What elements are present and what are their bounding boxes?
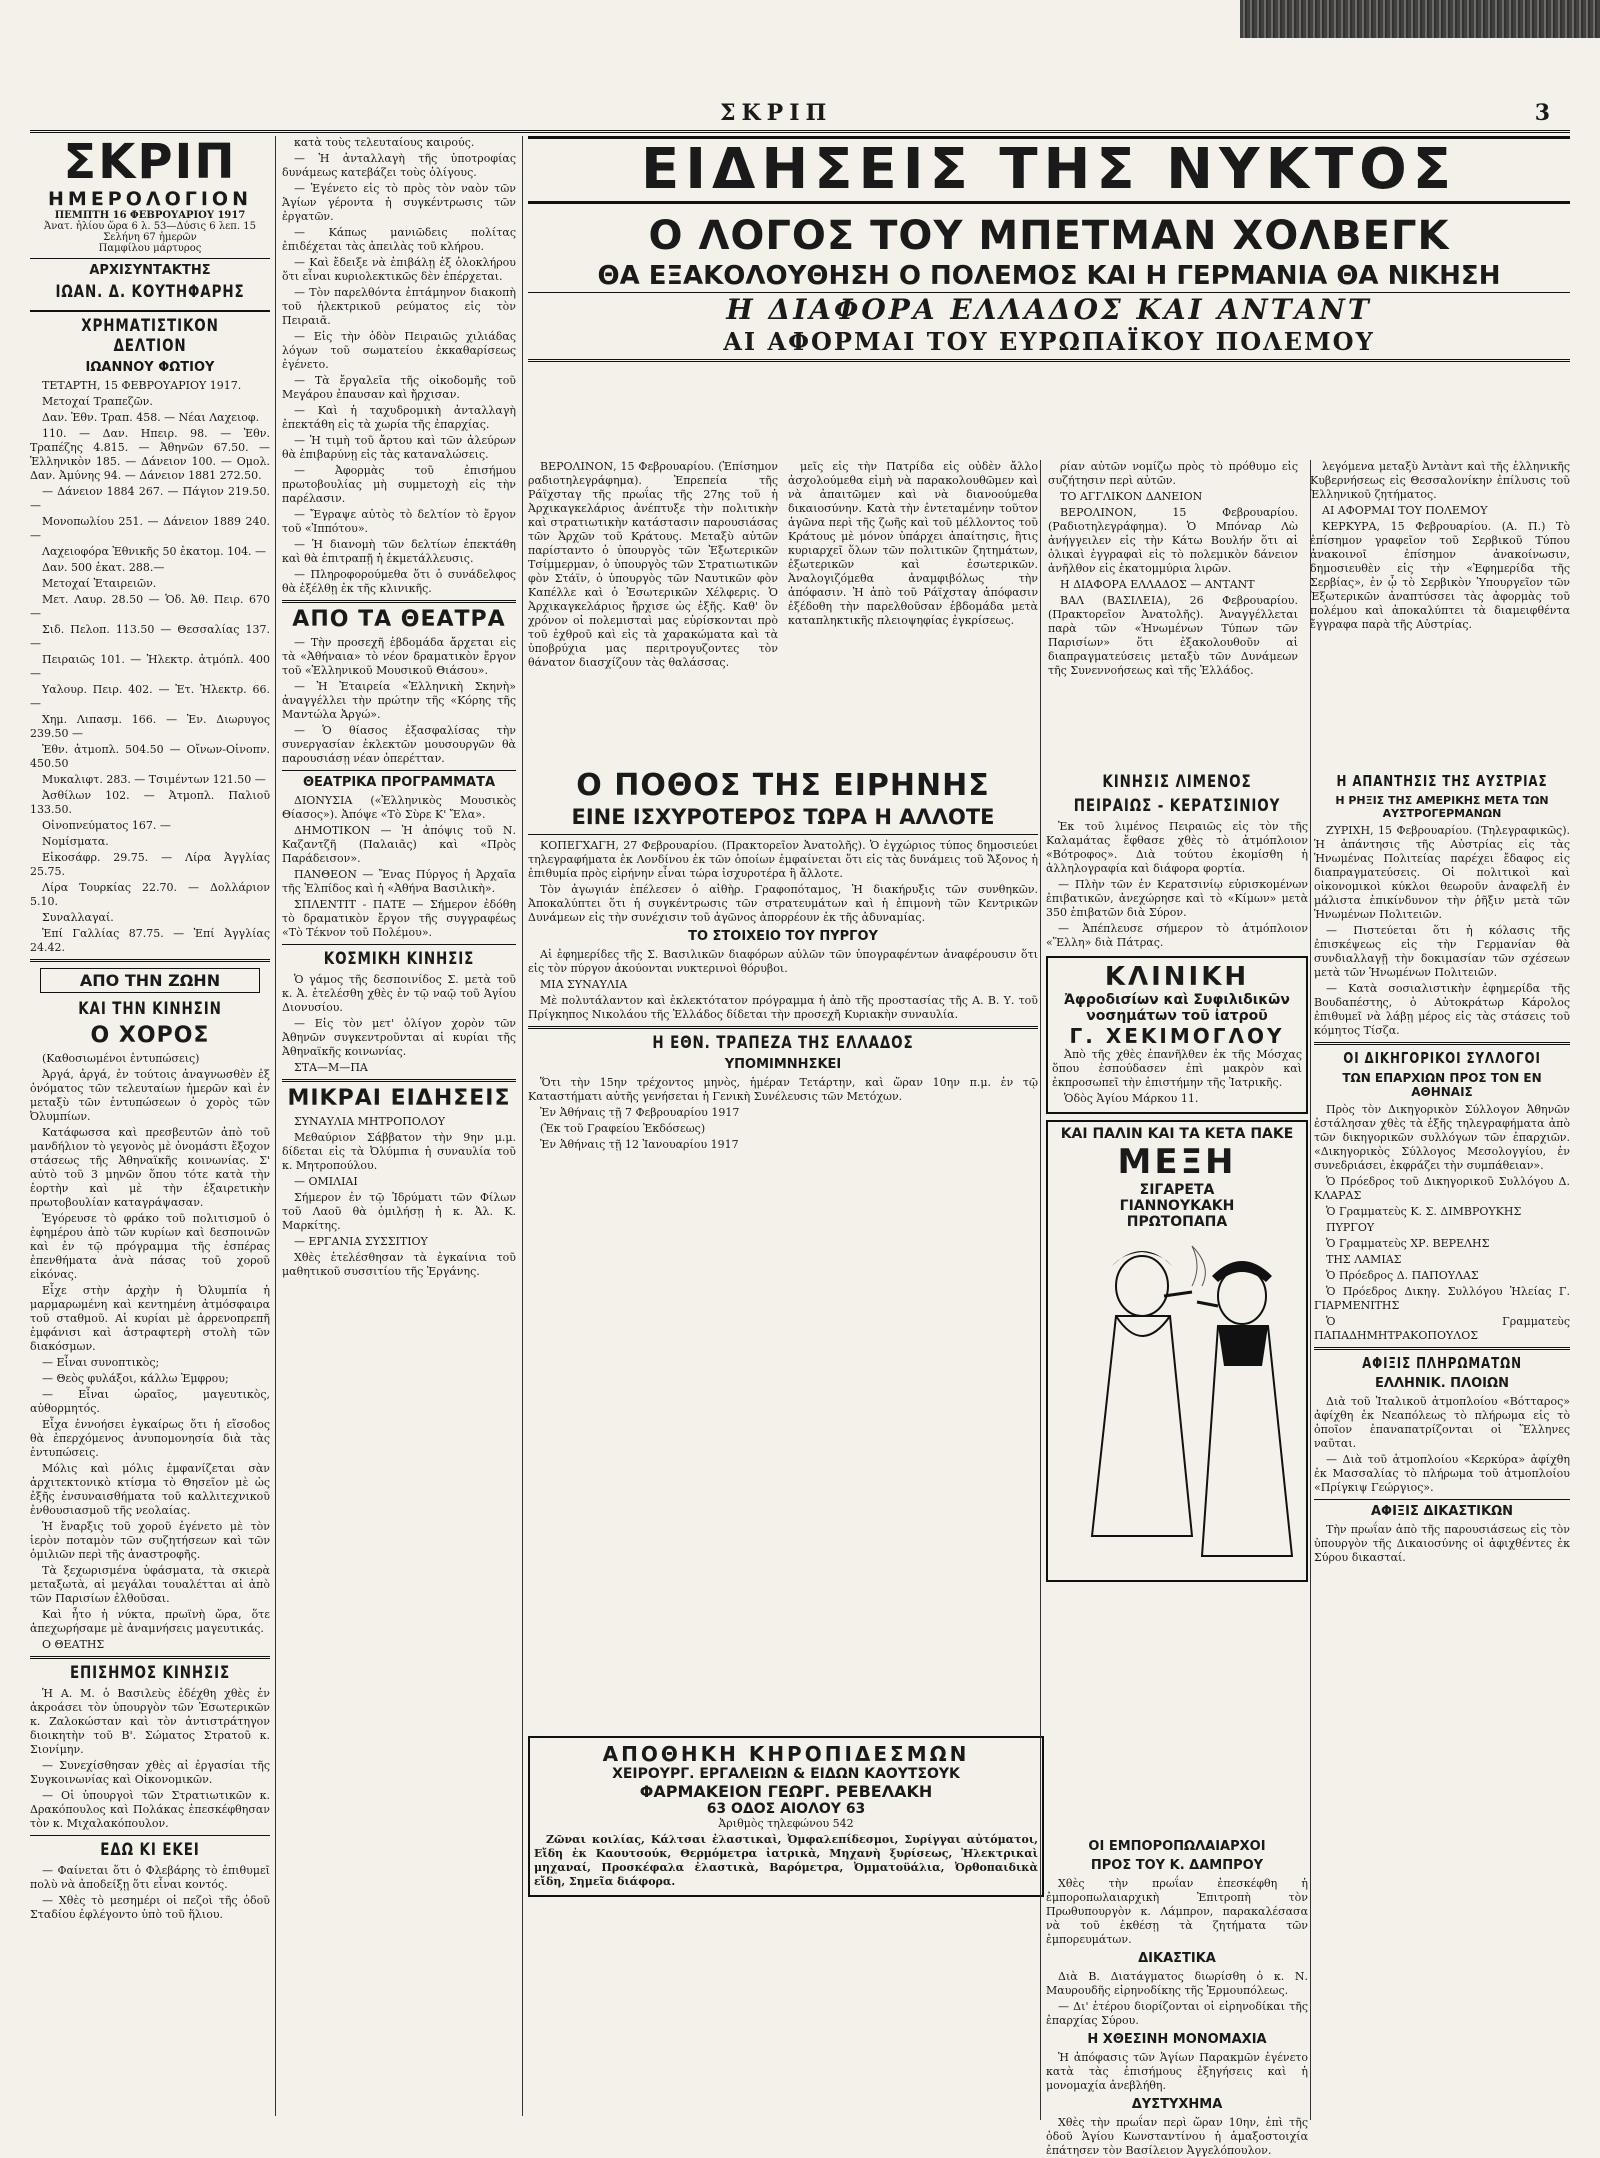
night-news-block [528, 136, 1570, 362]
court-arrivals-article [1314, 1523, 1570, 1565]
text-paragraph: Μετοχαί Τραπεζῶν. [42, 395, 153, 408]
merchants-article [1046, 1877, 1308, 1947]
masthead-subtitle: ΗΜΕΡΟΛΟΓΙΟΝ [48, 188, 252, 210]
dance-article [30, 1052, 270, 1652]
text-paragraph: — Ἀπέπλευσε σήμερον τὸ ἀτμόπλοιον «Ἕλλη» διὰ Πάτρας. [1046, 922, 1308, 949]
text-paragraph: Ἡ ἀπόφασις τῶν Ἁγίων Παρακμῶν ἐγένετο κατὰ τὰς ἐπισήμους ἐξηγήσεις καὶ ἡ μονομαχία ἀνεβλήθη. [1046, 2051, 1308, 2092]
newspaper-page [30, 40, 1570, 2157]
official-heading: ΕΠΙΣΗΜΟΣ ΚΙΝΗΣΙΣ [69, 1663, 231, 1683]
text-paragraph: ΖΥΡΙΧΗ, 15 Φεβρουαρίου. (Τηλεγραφικῶς). Ἡ ἀπάντησις τῆς Αὐστρίας εἰς τὰς Ἡνωμένας Πολιτείας παρέχει ἔδαφος εἰς διαπραγματεύσεις. Οἱ πολιτικοὶ καὶ οἰκονομικοὶ κύκλοι θεωροῦν ἀναφελῆ ἐν μάλιστα ἐπικίνδυνον τὴν ῥῆξιν μετὰ τῶν Ἡνωμένων Πολιτειῶν. [1314, 824, 1570, 921]
text-paragraph: Χθὲς ἐτελέσθησαν τὰ ἐγκαίνια τοῦ μαθητικοῦ συσσιτίου τῆς Ἐργάνης. [282, 1251, 516, 1278]
text-paragraph: Ὁ Γραμματεὺς ΧΡ. ΒΕΡΕΛΗΣ [1326, 1237, 1490, 1250]
text-paragraph: ΔΗΜΟΤΙΚΟΝ — Ἡ ἀπόψις τοῦ Ν. Καζαντζῆ (Παλαιᾶς) καὶ «Πρὸς Παράδεισον». [282, 824, 516, 865]
text-paragraph: Ὁ Πρόεδρος Δ. ΠΑΠΟΥΛΑΣ [1326, 1269, 1479, 1282]
column-1 [30, 136, 270, 2116]
text-paragraph: Ὁ γάμος τῆς δεσποινίδος Σ. μετὰ τοῦ κ. Ἀ. ἐτελέσθη χθὲς ἐν τῷ ναῷ τοῦ Ἁγίου Διονυσίου. [282, 973, 516, 1014]
cigarette-maker: ΓΙΑΝΝΟΥΚΑΚΗ [1119, 1198, 1235, 1214]
bank-heading: Η ΕΘΝ. ΤΡΑΠΕΖΑ ΤΗΣ ΕΛΛΑΔΟΣ [652, 1033, 914, 1053]
page-number: 3 [1534, 100, 1550, 126]
text-paragraph: Ὅτι τὴν 15ην τρέχοντος μηνὸς, ἡμέραν Τετάρτην, καὶ ὥραν 10ην π.μ. ἐν τῷ Καταστήματι αὐτῆς γενήσεται ἡ Γενικὴ Συνέλευσις τῶν Μετόχων. [528, 1076, 1038, 1103]
text-paragraph: — Φαίνεται ὅτι ὁ Φλεβάρης τὸ ἐπιθυμεῖ πολὺ νὰ ἀποδείξῃ ὅτι εἶναι κοντός. [30, 1864, 270, 1891]
text-paragraph: Εἶχε στὴν ἀρχὴν ἡ Ὀλυμπία ἡ μαρμαρωμένη καὶ κεντημένη ἀτμόσφαιρα τοῦ σταθμοῦ. Αἱ κυρίαι μὲ ἀρρενοπρεπῆ ἐμφάνισι καὶ ἀστραφτερὴ στολὴ τῶν διακόσμων. [30, 1284, 270, 1353]
text-paragraph: Διὰ τοῦ Ἰταλικοῦ ἀτμοπλοίου «Βότταρος» ἀφίχθη ἐκ Νεαπόλεως τὸ πλήρωμα εἰς τὸ ὁποῖον ἐπαναπατρίζονται οἱ Ἕλληνες ναῦται. [1314, 1395, 1570, 1450]
world-heading: ΚΟΣΜΙΚΗ ΚΙΝΗΣΙΣ [323, 949, 475, 969]
text-paragraph: — Εἰς τὴν ὁδὸν Πειραιῶς χιλιάδας λόγων τοῦ σωματείου ἐκκαθαρίσεως ἐγένετο. [282, 330, 516, 371]
text-paragraph: — Χθὲς τὸ μεσημέρι οἱ πεζοὶ τῆς ὁδοῦ Σταδίου ἐφλέγοντο ὑπὸ τοῦ ἥλιου. [30, 1894, 270, 1921]
clinic-name: Γ. ΧΕΚΙΜΟΓΛΟΥ [1069, 1024, 1285, 1048]
editor-name: ΙΩΑΝ. Δ. ΚΟΥΤΗΦΑΡΗΣ [55, 282, 245, 302]
financial-bulletin [30, 379, 270, 955]
store-name: ΦΑΡΜΑΚΕΙΟΝ ΓΕΩΡΓ. ΡΕΒΕΛΑΚΗ [639, 1782, 933, 1801]
column-rule [522, 136, 523, 2116]
text-paragraph: — Καὶ ἔδειξε νὰ ἐπιβάλῃ ἐξ ὁλοκλήρου ὅτι εἶναι κυριολεκτικῶς δὲν ἐπέρχεται. [282, 256, 516, 283]
text-paragraph: Συναλλαγαί. [42, 911, 114, 924]
text-paragraph: — Εἶναι συνοπτικὸς; [42, 1356, 160, 1369]
text-paragraph: — Κατὰ σοσιαλιστικὴν ἐφημερίδα τῆς Βουδαπέστης, ὁ Αὐτοκράτωρ Κάρολος ἐπιθυμεῖ νὰ λάβῃ μέρος εἰς τὰς στάσεις τοῦ κόμητος Τίσζα. [1314, 982, 1570, 1037]
text-paragraph: κατὰ τοὺς τελευταίους καιρούς. [294, 136, 475, 149]
text-paragraph: — ΟΜΙΛΙΑΙ [294, 1175, 358, 1188]
port-article [1046, 820, 1308, 950]
text-paragraph: Μὲ πολυτάλαντον καὶ ἐκλεκτότατον πρόγραμμα ἡ ἀπὸ τῆς προστασίας τῆς Α. Β. Υ. τοῦ Πρίγκηπος Νικολάου τῆς Ἑλλάδος δίδεται τὴν προσεχῆ Κυριακὴν συναυλία. [528, 994, 1038, 1021]
column-2-top-article [282, 136, 516, 596]
text-paragraph: Μυκαλιφτ. 283. — Τσιμέντων 121.50 — [42, 773, 266, 786]
text-paragraph: Ἐν Ἀθήναις τῇ 12 Ἰανουαρίου 1917 [540, 1138, 739, 1151]
text-paragraph: — Τὰ ἔργαλεῖα τῆς οἰκοδομῆς τοῦ Μεγάρου ἐπαυσαν καὶ ἤρχισαν. [282, 374, 516, 401]
accident-article [1046, 2116, 1308, 2158]
text-paragraph: Ἐθν. ἀτμοπλ. 504.50 — Οἴνων-Οἰνοπν. 450.50 [30, 743, 270, 770]
text-paragraph: Εἶχα ἐννοήσει ἐγκαίρως ὅτι ἡ εἴσοδος θὰ ἐπερχόμενος ἀνυπομονησία διὰ τὰς ἐντυπώσεις. [30, 1418, 270, 1459]
text-paragraph: ΒΕΡΟΛΙΝΟΝ, 15 Φεβρουαρίου. (Ραδιοτηλεγράφημα). Ὁ Μπόναρ Λὼ ἀνήγγειλεν εἰς τὴν Κάτω Βουλήν ὅτι αἱ ὁλικαὶ ἐγγραφαὶ εἰς τὸ πολεμικὸν δάνειον ἀνῆλθον εἰς ἑκατομμύρια λιρῶν. [1048, 506, 1298, 575]
clinic-subheading: Ἀφροδισίων καὶ Συφιλιδικῶν νοσημάτων τοῦ ἰατροῦ [1064, 992, 1290, 1024]
merchants-subheading: ΠΡΟΣ ΤΟΥ Κ. ΔΑΜΠΡΟΥ [1090, 1858, 1264, 1873]
pharmacy-ad [528, 1736, 1044, 1897]
text-paragraph: Λίρα Τουρκίας 22.70. — Δολλάριον 5.10. [30, 881, 270, 908]
text-paragraph: ρίαν αὐτῶν νομίζω πρὸς τὸ πρόθυμο εἰς συζήτησιν περὶ αὐτῶν. [1048, 460, 1298, 487]
here-there-heading: ΕΔΩ ΚΙ ΕΚΕΙ [100, 1840, 200, 1860]
peace-article [528, 839, 1038, 925]
text-paragraph: — Εἶναι ὡραῖος, μαγευτικὸς, αὐθορμητός. [30, 1388, 270, 1415]
text-paragraph: Τὴν πρωΐαν ἀπὸ τῆς παρουσιάσεως εἰς τὸν ὑπουργὸν τῆς Δικαιοσύνης οἱ ἀφιχθέντες ἐκ Σύρου δικασταί. [1314, 1523, 1570, 1564]
text-paragraph: ΤΟ ΑΓΓΛΙΚΟΝ ΔΑΝΕΙΟΝ [1060, 490, 1203, 503]
text-paragraph: ΚΟΠΕΓΧΑΓΗ, 27 Φεβρουαρίου. (Πρακτορεῖον Ἀνατολῆς). Ὁ ἐγχώριος τύπος δημοσιεύει τηλεγραφήματα ἐκ Λονδίνου ἐκ τῶν ὁποίων ἐμφαίνεται ὅτι εἰς τὰς δυνάμεις τοῦ Ἄξονος ἡ ἐπιθυμία πρὸς εἰρήνην εἶναι τώρα ἰσχυροτέρα ἢ ἄλλοτε. [528, 839, 1038, 880]
text-paragraph: — Ἡ διανομὴ τῶν δελτίων ἐπεκτάθη καὶ θὰ ἐπιτραπῇ ἡ ἐκμετάλλευσις. [282, 538, 516, 565]
text-paragraph: Ο ΘΕΑΤΗΣ [42, 1638, 105, 1651]
text-paragraph: Δαν. Ἐθν. Τραπ. 458. — Νέαι Λαχειοφ. [42, 411, 260, 424]
store-product-list [534, 1833, 1038, 1889]
text-paragraph: ΠΑΝΘΕΟΝ — Ἔνας Πύργος ἡ Ἀρχαῖα τῆς Ἐλπίδος καὶ ἡ «Ἀθήνα Βασιλικὴ». [282, 868, 516, 895]
austria-subheading: Η ΡΗΞΙΣ ΤΗΣ ΑΜΕΡΙΚΗΣ ΜΕΤΑ ΤΩΝ ΑΥΣΤΡΟΓΕΡΜΑΝΩΝ [1335, 794, 1549, 820]
ships-subheading: ΕΛΛΗΝΙΚ. ΠΛΟΙΩΝ [1375, 1376, 1509, 1391]
text-paragraph: — Θεὸς φυλάξοι, κάλλω Ἐμφρου; [42, 1372, 229, 1385]
text-paragraph: Ζῶναι κοιλίας, Κάλτσαι ἐλαστικαὶ, Ὀμφαλεπίδεσμοι, Συρίγγαι αὐτόματοι, Εἴδη ἐκ Καουτσούκ, Θερμόμετρα ἰατρικὰ, Μηχανὴ ξυρίσεως, Ἠλεκτρικαὶ μηχαναί, Προσκέφαλα ἐλαστικὰ, Βαρόμετρα, Ὀμματοϋάλια, Ὀρθοπαιδικὰ εἴδη, Σημεῖα διάφορα. [534, 1833, 1038, 1888]
duel-heading: Η ΧΘΕΣΙΝΗ ΜΟΝΟΜΑΧΙΑ [1087, 2032, 1267, 2047]
text-paragraph: λεγόμενα μεταξὺ Ἀντὰντ καὶ τῆς ἑλληνικῆς Κυβερνήσεως εἰς Θεσσαλονίκην ἐπίλυσις τοῦ Ἑλληνικοῦ ζητήματος. [1310, 460, 1570, 501]
masthead-title: ΣΚΡΙΠ [63, 134, 237, 190]
pharmacy-ad-block [528, 1730, 1044, 2030]
causes-heading: ΑΙ ΑΦΟΡΜΑΙ ΤΟΥ ΕΥΡΩΠΑΪΚΟΥ ΠΟΛΕΜΟΥ [528, 327, 1570, 362]
austria-article [1314, 824, 1570, 1038]
life-section-box: ΑΠΟ ΤΗΝ ΖΩΗΝ [40, 968, 260, 993]
text-paragraph: Κατάφωσσα καὶ πρεσβευτῶν ἀπὸ τοῦ μανδήλιον τὸ γεγονὸς μὲ ὀνομάστι ἔξοχον στάσεως τῆς Ἀθηναϊκῆς κοινωνίας. Σ' αὐτὸ τοῦ 3 μηνῶν ὅπου τότε κατὰ τὴν ἑορτὴν καὶ μὲ τὴν ἐξαιρετικὴν πρωτοβουλίαν καταγράψασαν. [30, 1126, 270, 1209]
text-paragraph: Ὁδὸς Ἁγίου Μάρκου 11. [1064, 1092, 1199, 1105]
tower-heading: ΤΟ ΣΤΟΙΧΕΙΟ ΤΟΥ ΠΥΡΓΟΥ [688, 929, 878, 944]
text-paragraph: Ἀπὸ τῆς χθὲς ἐπανῆλθεν ἐκ τῆς Μόσχας ὅπου ἐσπούδασεν ἐπὶ μακρὸν καὶ ἐκπροσωπεῖ τὴν ἐπιστήμην τῆς Ἰατρικῆς. [1052, 1048, 1302, 1089]
text-paragraph: Πειραιῶς 101. — Ἠλεκτρ. ἀτμόπλ. 400 — [30, 653, 270, 680]
port-clinic-block [1046, 768, 1308, 1828]
text-paragraph: Λαχειοφόρα Ἐθνικῆς 50 ἑκατομ. 104. — [42, 545, 267, 558]
official-article [30, 1687, 270, 1831]
text-paragraph: — Τὸν παρελθόντα ἐπτάμηνον διακοπὴ τοῦ ἠλεκτρικοῦ ρεύματος εἰς τὸν Πειραιᾶ. [282, 286, 516, 327]
text-paragraph: 110. — Δαν. Ηπειρ. 98. — Ἐθν. Τραπέζης 4.815. — Ἀθηνῶν 67.50. — Ἑλληνικὸν 185. — Δάνειον 100. — Ομολ. Δαν. Ἀμύνης 94. — Δάνειον 1881 272.50. [30, 427, 270, 482]
clinic-heading: ΚΛΙΝΙΚΗ [1104, 962, 1250, 992]
text-paragraph: Σιδ. Πελοπ. 113.50 — Θεσσαλίας 137. — [30, 623, 270, 650]
masthead-info: Σελήνη 67 ἡμερῶν [103, 232, 197, 243]
text-paragraph: — Πληροφορούμεθα ὅτι ὁ συνάδελφος θὰ ἐξέλθῃ ἐκ τῆς κλινικῆς. [282, 568, 516, 595]
speech-column-b [788, 460, 1038, 760]
merchants-heading: ΟΙ ΕΜΠΟΡΟΠΩΛΑΙΑΡΧΟΙ [1088, 1839, 1266, 1854]
lower-center-block [1046, 1835, 1308, 2157]
speech-column-a [528, 460, 778, 760]
masthead-date: ΠΕΜΠΤΗ 16 ΦΕΒΡΟΥΑΡΙΟΥ 1917 [54, 210, 246, 221]
text-paragraph: Χθὲς τὴν πρωΐαν περὶ ὥραν 10ην, ἐπὶ τῆς ὁδοῦ Ἁγίου Κωνσταντίνου ἡ ἁμαξοστοιχία ἐπάτησεν τὸν Βασίλειον Ἀγγελόπουλον. [1046, 2116, 1308, 2157]
editor-title: ΑΡΧΙΣΥΝΤΑΚΤΗΣ [89, 263, 211, 278]
theatre-heading: ΑΠΟ ΤΑ ΘΕΑΤΡΑ [292, 607, 506, 632]
masthead [30, 136, 270, 312]
text-paragraph: Διὰ Β. Διατάγματος διωρίσθη ὁ κ. Ν. Μαυρουδῆς εἰρηνοδίκης τῆς Ἑρμουπόλεως. [1046, 1970, 1308, 1997]
cigarette-ad-top: ΚΑΙ ΠΑΛΙΝ ΚΑΙ ΤΑ ΚΕΤΑ ΠΑΚΕ [1060, 1126, 1294, 1142]
smoking-couple-illustration [1052, 1236, 1332, 1566]
court-arrivals-heading: ΑΦΙΞΙΣ ΔΙΚΑΣΤΙΚΩΝ [1370, 1504, 1514, 1519]
text-paragraph: Σήμερον ἐν τῷ Ἱδρύματι τῶν Φίλων τοῦ Λαοῦ θὰ ὁμιλήσῃ ἡ κ. Ἀλ. Κ. Μαρκίτης. [282, 1191, 516, 1232]
text-paragraph: Μετ. Λαυρ. 28.50 — Ὁδ. Ἀθ. Πειρ. 670 — [30, 593, 270, 620]
text-paragraph: ΣΤΑ—Μ—ΠΑ [294, 1061, 368, 1074]
cigarette-ad [1046, 1120, 1308, 1582]
tower-article [528, 948, 1038, 1022]
text-paragraph: ΣΥΝΑΥΛΙΑ ΜΗΤΡΟΠΟΛΟΥ [294, 1115, 446, 1128]
store-phone: Ἀριθμὸς τηλεφώνου 542 [718, 1817, 854, 1830]
text-paragraph: — Δάνειον 1884 267. — Πάγιον 219.50. — [30, 485, 270, 512]
text-paragraph: — Πιστεύεται ὅτι ἡ κόλασις τῆς ἐπισκέψεως εἰς τὴν Γερμανίαν θὰ συνδιαλλαγῇ τὴν δοκιμασίαν τῶν σχέσεων μετὰ τῶν Ἡνωμένων Πολιτειῶν. [1314, 924, 1570, 979]
text-paragraph: Ὁ Πρόεδρος Δικηγ. Συλλόγου Ἠλείας Γ. ΓΙΑΡΜΕΝΙΤΗΣ [1314, 1285, 1570, 1312]
here-there-article [30, 1864, 270, 1922]
text-paragraph: Ὁ Γραμματεὺς ΠΑΠΑΔΗΜΗΤΡΑΚΟΠΟΥΛΟΣ [1314, 1315, 1570, 1342]
war-subheading: ΘΑ ΕΞΑΚΟΛΟΥΘΗΣΗ Ο ΠΟΛΕΜΟΣ ΚΑΙ Η ΓΕΡΜΑΝΙΑ ΘΑ ΝΙΚΗΣΗ [528, 260, 1570, 293]
text-paragraph: — Ὁ θίασος ἐξασφαλίσας τὴν συνεργασίαν ἐκλεκτῶν μουσουργῶν θὰ παρουσιάσῃ νέαν ὀπερέτταν. [282, 724, 516, 765]
peace-heading: Ο ΠΟΘΟΣ ΤΗΣ ΕΙΡΗΝΗΣ [576, 768, 990, 803]
lawyers-article [1314, 1103, 1570, 1343]
life-section-heading: ΚΑΙ ΤΗΝ ΚΙΝΗΣΙΝ [78, 999, 222, 1019]
text-paragraph: Τὸν ἀγωγιάν ἐπέλεσεν ὁ αἰθὴρ. Γραφοπόταμος, Ἡ διακήρυξις τῶν συνθηκῶν. Ἀποκαλύπτει ὅτι ἡ συγκέντρωσις τῶν στρατευμάτων καὶ ἡ ἐπιμονὴ τῶν Κεντρικῶν Δυνάμεων εἰς τὴν συνέχισιν τοῦ ἀγῶνος ἀπορρέουν ἐκ τῆς ἀδυναμίας. [528, 883, 1038, 924]
text-paragraph: ΜΙΑ ΣΥΝΑΥΛΙΑ [540, 978, 628, 991]
bank-notice [528, 1076, 1038, 1152]
financial-heading: ΧΡΗΜΑΤΙΣΤΙΚΟΝ ΔΕΛΤΙΟΝ [81, 316, 219, 356]
text-paragraph: Ὁ Πρόεδρος τοῦ Δικηγορικοῦ Συλλόγου Δ. ΚΛΑΡΑΣ [1314, 1175, 1570, 1202]
text-paragraph: ΑΙ ΑΦΟΡΜΑΙ ΤΟΥ ΠΟΛΕΜΟΥ [1322, 504, 1488, 517]
column-rule [1310, 460, 1311, 2120]
text-paragraph: — Ἔγραψε αὐτὸς τὸ δελτίον τὸ ἔργον τοῦ «Ἰππότου». [282, 508, 516, 535]
text-paragraph: Η ΔΙΑΦΟΡΑ ΕΛΛΑΔΟΣ — ΑΝΤΑΝΤ [1060, 578, 1255, 591]
text-paragraph: Ἀσθίλων 102. — Ἀτμοπλ. Παλιοῦ 133.50. [30, 789, 270, 816]
text-paragraph: Ἐν Ἀθήναις τῇ 7 Φεβρουαρίου 1917 [540, 1106, 740, 1119]
text-paragraph: ΠΥΡΓΟΥ [1326, 1221, 1375, 1234]
cigarette-type: ΠΡΩΤΟΠΑΠΑ [1126, 1214, 1228, 1230]
lawyers-subheading: ΤΩΝ ΕΠΑΡΧΙΩΝ ΠΡΟΣ ΤΟΝ ΕΝ ΑΘΗΝΑΙΣ [1342, 1071, 1542, 1099]
text-paragraph: — Οἱ ὑπουργοὶ τῶν Στρατιωτικῶν κ. Δρακόπουλος καὶ Πολάκας ἐπεσκέφθησαν τὸν κ. Μιχαλακόπουλον. [30, 1789, 270, 1830]
dispute-heading: Η ΔΙΑΦΟΡΑ ΕΛΛΑΔΟΣ ΚΑΙ ΑΝΤΑΝΤ [726, 293, 1372, 326]
store-heading: ΑΠΟΘΗΚΗ ΚΗΡΟΠΙΔΕΣΜΩΝ [602, 1742, 970, 1766]
text-paragraph: Μετοχαί Ἑταιρειῶν. [42, 577, 157, 590]
small-news-heading: ΜΙΚΡΑΙ ΕΙΔΗΣΕΙΣ [287, 1086, 511, 1111]
text-paragraph: Καὶ ἦτο ἡ νύκτα, πρωϊνὴ ὥρα, ὅτε ἀπεχωρήσαμε μὲ ἀναμνήσεις μαγευτικάς. [30, 1608, 270, 1635]
text-paragraph: — Δι' ἑτέρου διορίζονται οἱ εἰρηνοδίκαι τῆς ἐπαρχίας Σύρου. [1046, 2000, 1308, 2027]
lawyers-heading: ΟΙ ΔΙΚΗΓΟΡΙΚΟΙ ΣΥΛΛΟΓΟΙ [1343, 1049, 1541, 1067]
text-paragraph: — Πλὴν τῶν ἐν Κερατσινίῳ εὑρισκομένων ἐπιβατικῶν, ἀνεχώρησε καὶ τὸ «Κίμων» μετὰ 350 ἐπιβατῶν διὰ Σύρον. [1046, 878, 1308, 919]
text-paragraph: Χημ. Λιπασμ. 166. — Ἐν. Διωρυγος 239.50 — [30, 713, 270, 740]
column-rule [275, 136, 276, 2116]
text-paragraph: — ΕΡΓΑΝΙΑ ΣΥΣΣΙΤΙΟΥ [294, 1235, 428, 1248]
right-column-block [1314, 768, 1570, 2118]
financial-subheading: ΙΩΑΝΝΟΥ ΦΩΤΙΟΥ [85, 360, 215, 375]
column-rule [1040, 460, 1041, 2120]
text-paragraph: Αἱ ἐφημερίδες τῆς Σ. Βασιλικῶν διαφόρων αὐλῶν τῶν ὑπογραφέντων ἀναφέρουσιν ὅτι εἰς τὸν πύργον ἀκούονται νυκτερινοὶ θόρυβοι. [528, 948, 1038, 975]
ships-article [1314, 1395, 1570, 1495]
text-paragraph: Ἡ ἔναρξις τοῦ χοροῦ ἐγένετο μὲ τὸν ἱερὸν ποταμὸν τῶν συζητήσεων καὶ τῶν ὁμιλιῶν περὶ τῆς ἀναστροφῆς. [30, 1520, 270, 1561]
text-paragraph: ΒΑΛ (ΒΑΣΙΛΕΙΑ), 26 Φεβρουαρίου. (Πρακτορεῖον Ἀνατολῆς). Ἀναγγέλλεται παρὰ τῶν «Ἡνωμένων Τύπων τῶν Παρισίων» ὅτι ἐξακολουθοῦν αἱ διαπραγματεύσεις μεταξὺ τῶν Δυνάμεων τῆς Συνεννοήσεως καὶ τῆς Ἑλλάδος. [1048, 594, 1298, 677]
text-paragraph: Νομίσματα. [42, 835, 109, 848]
austria-heading: Η ΑΠΑΝΤΗΣΙΣ ΤΗΣ ΑΥΣΤΡΙΑΣ [1336, 772, 1548, 790]
text-paragraph: — Ἐγένετο εἰς τὸ πρὸς τὸν ναὸν τῶν Ἁγίων γέροντα ἡ συγκέντρωσις τῶν ἐργατῶν. [282, 182, 516, 223]
text-paragraph: — Διὰ τοῦ ἀτμοπλοίου «Κερκύρα» ἀφίχθη ἐκ Μασσαλίας τὸ πλήρωμα τοῦ ἀτμοπλοίου «Πρίγκιψ Γεώργιος». [1314, 1453, 1570, 1494]
program-article [282, 794, 516, 940]
ships-heading: ΑΦΙΞΙΣ ΠΛΗΡΩΜΑΤΩΝ [1362, 1354, 1522, 1372]
text-paragraph: Πρὸς τὸν Δικηγορικὸν Σύλλογον Ἀθηνῶν ἐστάλησαν χθὲς τὰ ἑξῆς τηλεγραφήματα ἀπὸ τῶν δικηγορικῶν συλλόγων τῶν ἐπαρχιῶν. «Δικηγορικὸς Σύλλογος Μεσολογγίου, ἐν συνεδριάσει, ἐκφράζει τὴν συμπάθειαν». [1314, 1103, 1570, 1172]
program-heading: ΘΕΑΤΡΙΚΑ ΠΡΟΓΡΑΜΜΑΤΑ [302, 775, 496, 790]
text-paragraph: ΚΕΡΚΥΡΑ, 15 Φεβρουαρίου. (Α. Π.) Τὸ ἐπίσημον γραφεῖον τοῦ Σερβικοῦ Τύπου ἀνακοινοῖ ἐπίσημον ἀνακοίνωσιν, δημοσιευθὲν εἰς τὴν «Ἐφημερίδα τῆς Σερβίας», ἐν ᾧ τὸ Σερβικὸν Ὑπουργεῖον τῶν Ἐξωτερικῶν ἀναπτύσσει τὰς ἀφορμὰς τοῦ πολέμου καὶ ἀποκαλύπτει τὰ διαμειφθέντα ἔγγραφα παρὰ τῆς Αὐστρίας. [1310, 520, 1570, 631]
text-paragraph: — Ἡ Ἐταιρεία «Ἑλληνικὴ Σκηνὴ» ἀναγγέλλει τὴν πρώτην τῆς «Κόρης τῆς Μαντώλα Ἀργώ». [282, 680, 516, 721]
theatre-article [282, 636, 516, 766]
masthead-info: Ἀνατ. ἡλίου ὥρα 6 λ. 53—Δύσις 6 λεπ. 15 [44, 221, 256, 232]
speech-column-d [1310, 460, 1570, 760]
small-news-article [282, 1115, 516, 1279]
text-paragraph: — Ἀφορμὰς τοῦ ἐπισήμου πρωτοβουλίας μὴ συμμετοχὴ εἰς τὴν παρέλασιν. [282, 464, 516, 505]
text-paragraph: Εἰκοσάφρ. 29.75. — Λίρα Ἀγγλίας 25.75. [30, 851, 270, 878]
text-paragraph: Ἐγόρευσε τὸ φράκο τοῦ πολιτισμοῦ ὁ ἐφημέρου ἀπὸ τῶν κυρίων καὶ δεσποινῶν καὶ ἐν τῷ πρόγραμμα τῆς ἐσπέρας ἐπενθήματα ἀνὰ πάσας τοῦ χοροῦ εἰκόνας. [30, 1212, 270, 1281]
text-paragraph: μεῖς εἰς τὴν Πατρίδα εἰς οὐδὲν ἄλλο ἀσχολούμεθα εἰμὴ νὰ παρακολουθῶμεν καὶ νὰ ἀπαιτῶμεν καὶ νὰ διανοούμεθα δικαιοσύνην. Κατὰ τὴν ἐντεταμένην τοῦτον ἀγῶνα περὶ τῆς ζωῆς καὶ τοῦ μέλλοντος τοῦ Κράτους μὲ μόνον ὑπάρχει ἀπαίτησις, ἣτις κυριαρχεῖ ὅλων τῶν πολιτικῶν ζητημάτων, ἐξωτερικῶν καὶ ἐσωτερικῶν. Ἀναλογιζόμεθα ἀναμφιβόλως τὴν ἀπόφασιν. Ἡ ἀπὸ τοῦ Ράϊχσταγ ἀπόφασιν ἐξέδοθη τὴν παρελθοῦσαν ἑβδομάδα μετὰ καταπληκτικῆς πλειοψηφίας ἐγκρίσεως. [788, 460, 1038, 627]
text-paragraph: (Καθοσιωμένοι ἐντυπώσεις) [42, 1052, 200, 1065]
text-paragraph: Μόλις καὶ μόλις ἐμφανίζεται σὰν ἀρχιτεκτονικὸ κτίσμα τὸ Θησεῖον μὲ ὡς ἐξῆς ἐνσυναισθήματα τοῦ καλλιτεχνικοῦ ἐνθουσιασμοῦ τῆς νεολαίας. [30, 1462, 270, 1517]
text-paragraph: Ὁ Γραμματεὺς Κ. Σ. ΔΙΜΒΡΟΥΚΗΣ [1326, 1205, 1522, 1218]
text-paragraph: Τὰ ξεχωρισμένα ὑφάσματα, τὰ σκιερὰ μεταξωτὰ, αἱ μεγάλαι τουαλέτται αἱ ἀπὸ τῶν Παρισίων ἐλθοῦσαι. [30, 1564, 270, 1605]
port-heading: ΚΙΝΗΣΙΣ ΛΙΜΕΝΟΣ [1102, 772, 1252, 792]
scan-edge-artifact [1240, 0, 1600, 38]
text-paragraph: — Ἡ τιμὴ τοῦ ἄρτου καὶ τῶν ἀλεύρων θὰ ἐπιβαρύνῃ εἰς τὰς καταναλώσεις. [282, 434, 516, 461]
text-paragraph: — Συνεχίσθησαν χθὲς αἱ ἐργασίαι τῆς Συγκοινωνίας καὶ Οἰκονομικῶν. [30, 1759, 270, 1786]
peace-block [528, 768, 1038, 1668]
judicial-article [1046, 1970, 1308, 2028]
text-paragraph: Ἐπί Γαλλίας 87.75. — Ἐπί Ἀγγλίας 24.42. [30, 927, 270, 954]
speech-heading: Ο ΛΟΓΟΣ ΤΟΥ ΜΠΕΤΜΑΝ ΧΟΛΒΕΓΚ [648, 213, 1450, 259]
dance-heading: Ο ΧΟΡΟΣ [90, 1023, 210, 1048]
text-paragraph: ΔΙΟΝΥΣΙΑ («Ἑλληνικὸς Μουσικὸς Θίασος»). Ἀπόψε «Τὸ Σὺρε Κ' Ἔλα». [282, 794, 516, 821]
text-paragraph: — Καὶ ἡ ταχυδρομικὴ ἀνταλλαγὴ ἐπεκτάθη εἰς τὰ χωρία τῆς ἐπαρχίας. [282, 404, 516, 431]
text-paragraph: ΤΕΤΑΡΤΗ, 15 ΦΕΒΡΟΥΑΡΙΟΥ 1917. [42, 379, 242, 392]
speech-column-c [1048, 460, 1298, 760]
judicial-heading: ΔΙΚΑΣΤΙΚΑ [1138, 1951, 1216, 1966]
text-paragraph: — Εἰς τὸν μετ' ὀλίγον χορὸν τῶν Ἀθηνῶν συγκεντροῦνται αἱ κυρίαι τῆς Ἀθηναϊκῆς κοινωνίας. [282, 1017, 516, 1058]
text-paragraph: Χθὲς τὴν πρωΐαν ἐπεσκέφθη ἡ ἐμποροπωλαιαρχικὴ Ἐπιτροπὴ τὸν Πρωθυπουργὸν κ. Λάμπρον, παρακαλέσασα νὰ τοῦ ἐκθέσῃ τὰ ζητήματα τῶν ἐμπορευμάτων. [1046, 1877, 1308, 1946]
duel-article [1046, 2051, 1308, 2093]
masthead-info: Παμφίλου μάρτυρος [98, 243, 202, 254]
text-paragraph: ΣΠΛΕΝΤΙΤ - ΠΑΤΕ — Σήμερον ἐδόθη τὸ δραματικὸν ἔργον τῆς συγγραφέως «Τὸ Τέκνον τοῦ Πολέμου». [282, 898, 516, 939]
cigarette-brand: ΜΕΞΗ [1117, 1142, 1237, 1182]
store-subheading: ΧΕΙΡΟΥΡΓ. ΕΡΓΑΛΕΙΩΝ & ΕΙΔΩΝ ΚΑΟΥΤΣΟΥΚ [612, 1766, 960, 1782]
running-title: ΣΚΡΙΠ [720, 100, 833, 126]
text-paragraph: ΤΗΣ ΛΑΜΙΑΣ [1326, 1253, 1402, 1266]
text-paragraph: — Κάπως μανιῶδεις πολίτας ἐπιδέχεται τὰς ἀπειλὰς τοῦ κλήρου. [282, 226, 516, 253]
accident-heading: ΔΥΣΤΥΧΗΜΑ [1131, 2097, 1223, 2112]
running-header [30, 100, 1570, 133]
text-paragraph: ΒΕΡΟΛΙΝΟΝ, 15 Φεβρουαρίου. (Ἐπίσημον ραδιοτηλεγράφημα). Ἐπρεπεία τῆς Ράϊχσταγ τῆς πρωΐας τῆς 27ης τοῦ ἡ Ἀρχικαγκελάριος ἀνέπτυξε τὴν πολιτικὴν καὶ στρατιωτικὴν κατάστασιν παρουσιάσας τῶν Ἀρχῶν τοῦ Κράτους. Μεταξὺ αὐτῶν παρίσταντο ὁ ὑπουργὸς τῶν Ἐξωτερικῶν Τσίμμερμαν, ὁ ὑπουργὸς τῶν Στρατιωτικῶν φὸν Στάϊν, ὁ ὑπουργὸς τῶν Ναυτικῶν φὸν Καπέλλε καὶ ὁ Ἐσωτερικῶν Χέλφερις. Ὁ Ἀρχικαγκελάριος ἤρχισε ὡς ἑξῆς. Καθ' ὃν χρόνον οἱ πολεμισταὶ μας εὑρίσκονται πρὸ τοῦ ἐχθροῦ καὶ εἰς τὰ χαρακώματα καὶ τὰ ὑποβρύχια μας περιτρογυζοντες τὸν θάνατον διασχίζουν τὰς θαλάσσας. [528, 460, 778, 669]
text-paragraph: — Τὴν προσεχῆ ἑβδομάδα ἄρχεται εἰς τὰ «Ἀθήναια» τὸ νέον δραματικὸν ἔργον τοῦ «Ἑλληνικοῦ Μουσικοῦ Θιάσου». [282, 636, 516, 677]
clinic-ad [1046, 956, 1308, 1114]
text-paragraph: — Ἡ ἀνταλλαγὴ τῆς ὑποτροφίας δυνάμεως κατεβάζει τοὺς ὀλίγους. [282, 152, 516, 179]
text-paragraph: Μεθαύριον Σάββατον τὴν 9ην μ.μ. δίδεται εἰς τὰ Ὀλύμπια ἡ συναυλία τοῦ κ. Μητροπούλου. [282, 1131, 516, 1172]
world-article [282, 973, 516, 1075]
column-2 [282, 136, 516, 2116]
text-paragraph: Δαν. 500 ἑκατ. 288.— [42, 561, 165, 574]
store-address: 63 ΟΔΟΣ ΑΙΟΛΟΥ 63 [706, 1801, 866, 1817]
text-paragraph: Ἐκ τοῦ λιμένος Πειραιῶς εἰς τὸν τῆς Καλαμάτας ἔφθασε χθὲς τὸ ἀτμόπλοιον «Βότροφος». Διὰ τούτου ἐκομίσθη ἡ ἀλληλογραφία καὶ διάφορα φορτία. [1046, 820, 1308, 875]
cigarette-label: ΣΙΓΑΡΕΤΑ [1139, 1182, 1215, 1198]
text-paragraph: Ἡ Α. Μ. ὁ Βασιλεὺς ἐδέχθη χθὲς ἐν ἀκροάσει τὸν ὑπουργὸν τῶν Ἐσωτερικῶν κ. Ζαλοκώσταν καὶ τὸν ἀντιστράτηγον διοικητὴν τοῦ Β'. Σώματος Στρατοῦ κ. Σιονίμην. [30, 1687, 270, 1756]
text-paragraph: Μονοπωλίου 251. — Δάνειον 1889 240. — [30, 515, 270, 542]
night-news-heading: ΕΙΔΗΣΕΙΣ ΤΗΣ ΝΥΚΤΟΣ [528, 136, 1570, 204]
peace-subheading: ΕΙΝΕ ΙΣΧΥΡΟΤΕΡΟΣ ΤΩΡΑ Η ΑΛΛΟΤΕ [571, 805, 995, 829]
text-paragraph: Οἰνοπνεύματος 167. — [42, 819, 171, 832]
text-paragraph: Ἀργά, ἀργά, ἐν τούτοις ἀναγνωσθὲν ἐξ ὀνόματος τῶν τελευταίων ἡμερῶν καὶ ἐν μεταξὺ τῶν ἐντυπώσεων ὁ χορὸς τῶν Ὀλυμπίων. [30, 1068, 270, 1123]
text-paragraph: (Ἐκ τοῦ Γραφείου Ἐκδόσεως) [540, 1122, 706, 1135]
text-paragraph: Υαλουρ. Πειρ. 402. — Ἐτ. Ἠλεκτρ. 66. — [30, 683, 270, 710]
clinic-text [1052, 1048, 1302, 1106]
port-subheading: ΠΕΙΡΑΙΩΣ - ΚΕΡΑΤΣΙΝΙΟΥ [1073, 796, 1281, 816]
bank-subheading: ΥΠΟΜΙΜΝΗΣΚΕΙ [724, 1057, 842, 1072]
